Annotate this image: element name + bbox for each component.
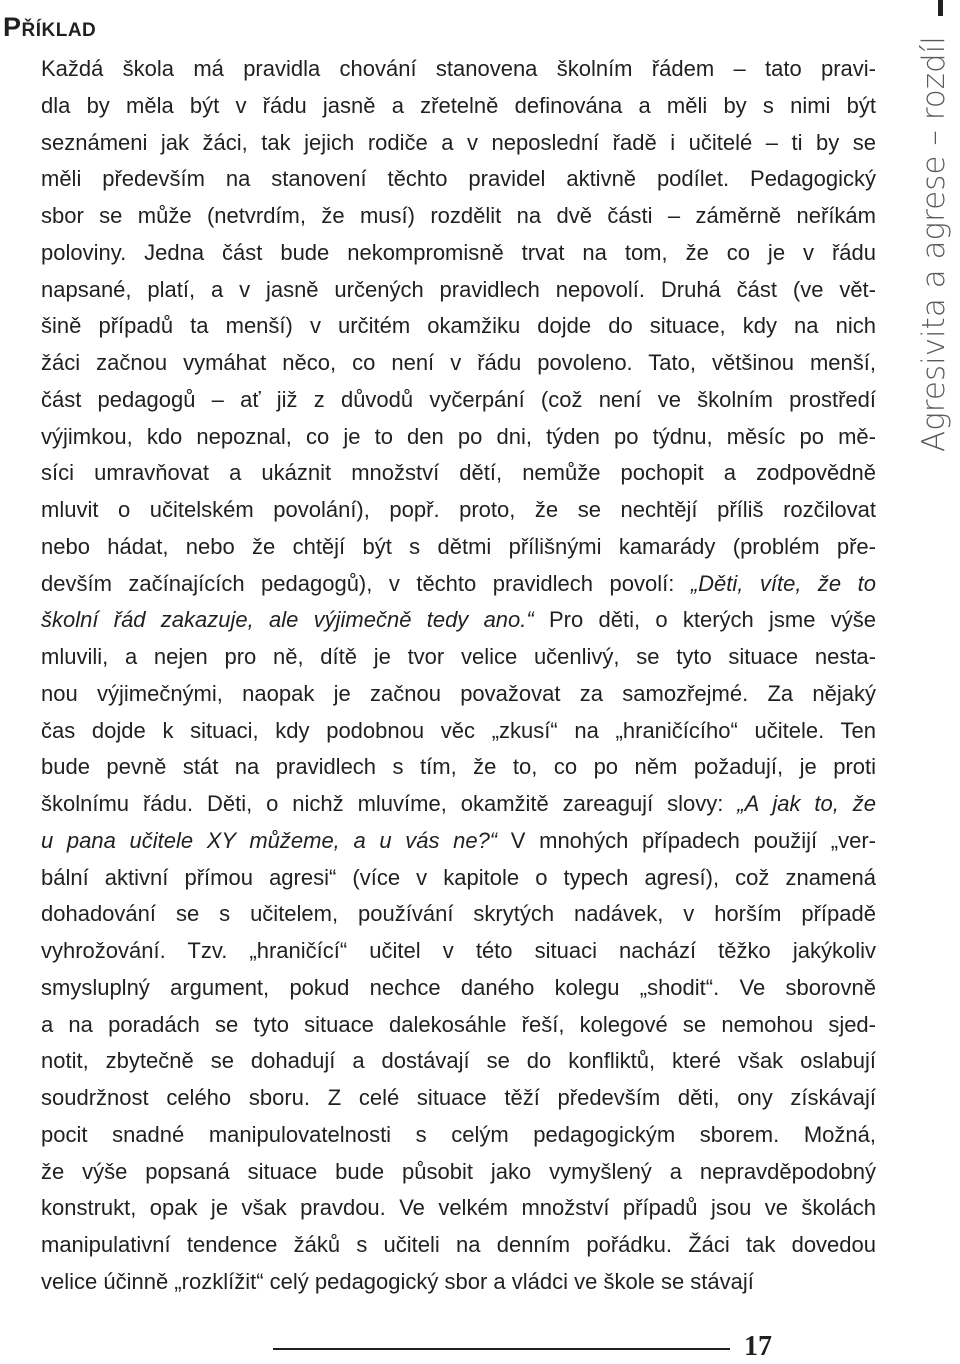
text-line [41, 713, 876, 750]
text-segment: sbor se může (netvrdím, že musí) rozdělit na dvě části – záměrně neříkám [41, 203, 876, 228]
text-segment: bude pevně stát na pravidlech s tím, že to, co po něm požadují, je proti [41, 754, 876, 780]
text-segment: část pedagogů – ať již z důvodů vyčerpání (což není ve školním prostředí [41, 386, 876, 412]
text-line [41, 308, 876, 345]
text-segment: bální aktivní přímou agresi“ (více v kapitole o typech agresí), což znamená [41, 864, 876, 890]
text-line [41, 235, 876, 272]
text-line [41, 786, 876, 823]
text-segment: výjimkou, kdo nepoznal, co je to den po dni, týden po týdnu, měsíc po mě- [41, 423, 876, 449]
text-line [41, 88, 876, 125]
text-segment: manipulativní tendence žáků s učiteli na denním pořádku. Žáci tak dovedou [41, 1232, 876, 1257]
text-segment: šině případů ta menší) v určitém okamžiku dojde do situace, kdy na nich [41, 313, 876, 339]
text-line [41, 1227, 876, 1264]
text-segment: seznámeni jak žáci, tak jejich rodiče a v neposlední řadě i učitelé – ti by se [41, 129, 876, 155]
text-line [41, 1080, 876, 1117]
text-segment: soudržnost celého sboru. Z celé situace těží především děti, ony získávají [41, 1085, 876, 1110]
text-segment: nebo hádat, nebo že chtějí být s dětmi přílišnými kamarády (problém pře- [41, 533, 876, 559]
text-line [41, 272, 876, 309]
text-line [41, 749, 876, 786]
text-segment: školnímu řádu. Děti, o nichž mluvíme, okamžitě zareagují slovy: [41, 791, 738, 816]
text-line [41, 1117, 876, 1154]
text-line [41, 1264, 876, 1301]
text-segment: měli především na stanovení těchto pravidel aktivně podílet. Pedagogický [41, 166, 876, 192]
text-line [41, 455, 876, 492]
body-text [41, 51, 876, 1301]
italic-text-segment: u pana učitele XY můžeme, a u vás ne?“ [41, 827, 498, 853]
text-segment: napsané, platí, a v jasně určených pravidlech nepovolí. Druhá část (ve vět- [41, 276, 876, 302]
text-segment: síci umravňovat a ukáznit množství dětí, nemůže pochopit a zodpovědně [41, 460, 876, 486]
text-segment: V mnohých případech použijí „ver- [497, 827, 876, 853]
italic-text-segment: „Děti, víte, že to [690, 570, 876, 596]
text-segment: smysluplný argument, pokud nechce daného kolegu „shodit“. Ve sborovně [41, 974, 876, 1000]
text-segment: notit, zbytečně se dohadují a dostávají se do konfliktů, které však oslabují [41, 1048, 876, 1074]
text-segment: dohadování se s učitelem, používání skrytých nadávek, v horším případě [41, 901, 876, 927]
text-segment: že výše popsaná situace bude působit jako vymyšlený a nepravděpodobný [41, 1158, 876, 1184]
text-segment: Každá škola má pravidla chování stanovena školním řádem – tato pravi- [41, 56, 876, 81]
text-line [41, 1043, 876, 1080]
text-line [41, 639, 876, 676]
text-line [41, 602, 876, 639]
text-segment: žáci začnou vymáhat něco, co není v řádu povoleno. Tato, většinou menší, [41, 350, 876, 375]
chapter-side-title: Agresivita a agrese – rozdíl [916, 36, 952, 452]
text-segment: čas dojde k situaci, kdy podobnou věc „zkusí“ na „hraničícího“ učitele. Ten [41, 717, 876, 743]
page-number: 17 [744, 1331, 772, 1362]
text-line [41, 345, 876, 382]
text-line [41, 382, 876, 419]
section-heading: Příklad [3, 12, 97, 42]
text-segment: vyhrožování. Tzv. „hraničící“ učitel v této situaci nachází těžko jakýkoliv [41, 938, 876, 963]
text-line [41, 970, 876, 1007]
text-line [41, 51, 876, 88]
text-line [41, 860, 876, 897]
text-segment: a na poradách se tyto situace dalekosáhle řeší, kolegové se nemohou sjed- [41, 1011, 876, 1037]
text-segment: velice účinně „rozklížit“ celý pedagogický sbor a vládci ve škole se stávají [41, 1268, 754, 1294]
side-bar-marker [938, 0, 943, 16]
text-line [41, 1154, 876, 1191]
text-line [41, 529, 876, 566]
italic-text-segment: „A jak to, že [737, 791, 876, 816]
text-segment: mluvit o učitelském povolání), popř. proto, že se nechtějí příliš rozčilovat [41, 497, 876, 522]
text-line [41, 161, 876, 198]
text-segment: nou výjimečnými, naopak je začnou považovat za samozřejmé. Za nějaký [41, 680, 876, 706]
text-line [41, 198, 876, 235]
text-line [41, 896, 876, 933]
text-segment: dla by měla být v řádu jasně a zřetelně definována a měli by s nimi být [41, 92, 876, 118]
text-segment: pocit snadné manipulovatelnosti s celým pedagogickým sborem. Možná, [41, 1121, 876, 1147]
text-segment: poloviny. Jedna část bude nekompromisně trvat na tom, že co je v řádu [41, 239, 876, 265]
text-segment: devším začínajících pedagogů), v těchto pravidlech povolí: [41, 570, 691, 596]
text-line [41, 492, 876, 529]
text-line [41, 125, 876, 162]
text-segment: Pro děti, o kterých jsme výše [533, 607, 877, 633]
text-line [41, 933, 876, 970]
text-line [41, 419, 876, 456]
text-segment: mluvili, a nejen pro ně, dítě je tvor velice učenlivý, se tyto situace nesta- [41, 644, 876, 669]
text-line [41, 823, 876, 860]
text-line [41, 1007, 876, 1044]
text-line [41, 566, 876, 603]
text-segment: konstrukt, opak je však pravdou. Ve velkém množství případů jsou ve školách [41, 1195, 876, 1221]
italic-text-segment: školní řád zakazuje, ale výjimečně tedy ano.“ [41, 607, 534, 633]
text-line [41, 1190, 876, 1227]
footer-rule [273, 1348, 730, 1350]
text-line [41, 676, 876, 713]
